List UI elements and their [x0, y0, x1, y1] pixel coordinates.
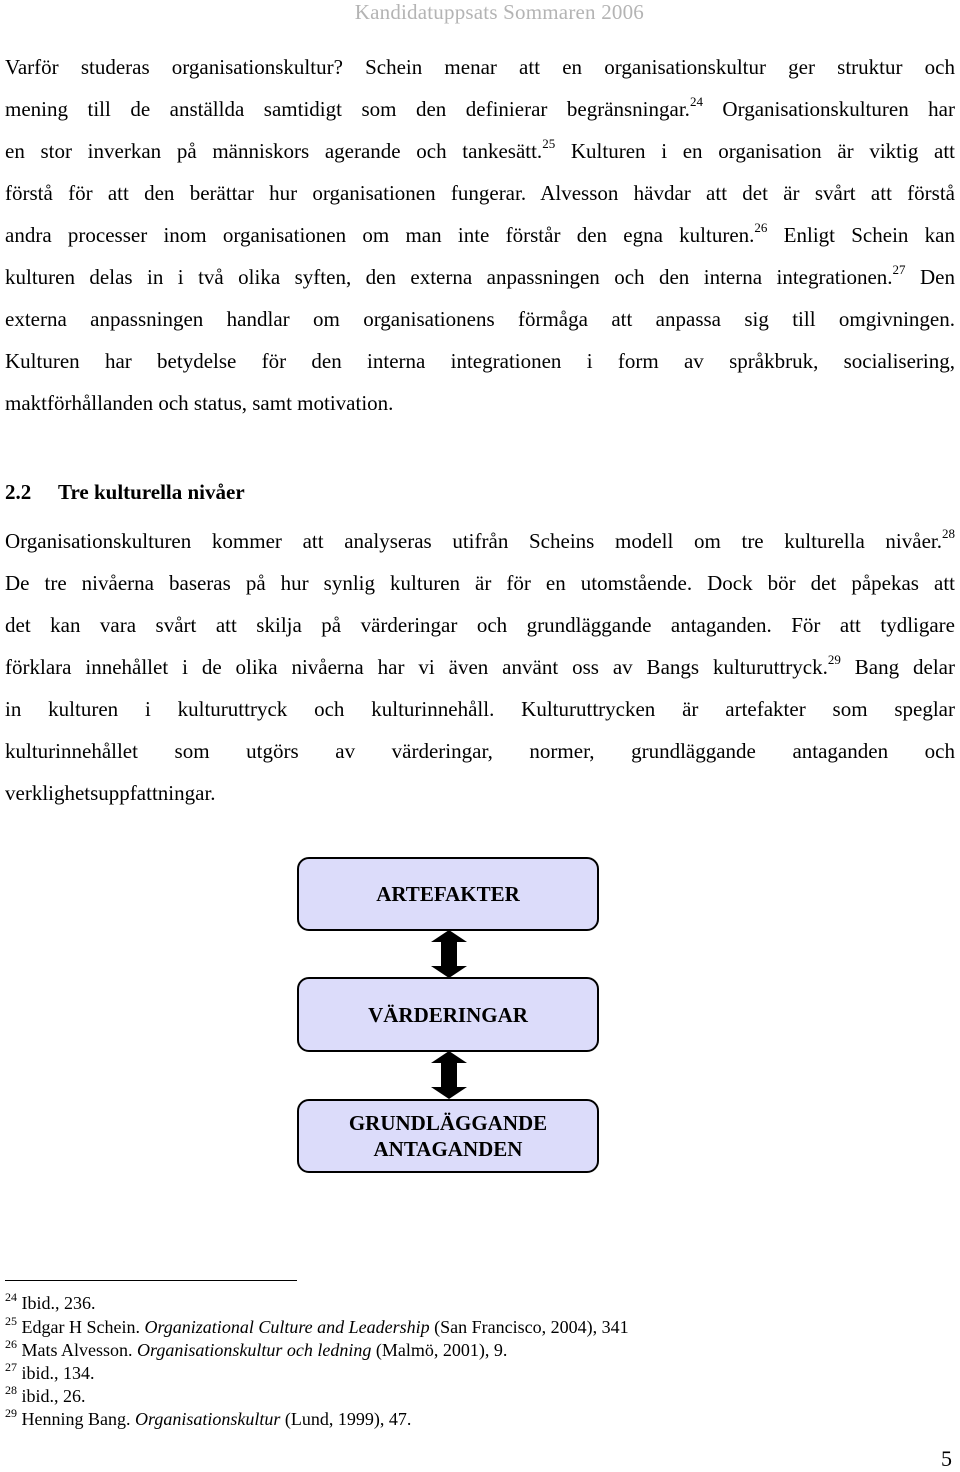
section-title: Tre kulturella nivåer [58, 480, 245, 504]
footnote-ref: 27 [892, 262, 906, 277]
text-line: förklara innehållet i de olika nivåerna har vi även använt oss av Bangs kulturuttryck.$^{29}$ Bang delar [5, 652, 955, 679]
text-line: det kan vara svårt att skilja på värderingar och grundläggande antaganden. För att tydligare [5, 613, 955, 637]
footnote-separator [5, 1280, 297, 1281]
text-line: maktförhållanden och status, samt motivation. [5, 391, 394, 415]
text-line: mening till de anställda samtidigt som den definierar begränsningar.$^{24}$ Organisationskulturen har [5, 94, 955, 121]
level-label: ARTEFAKTER [376, 882, 520, 906]
footnote: $^{27}$ ibid., 134. [5, 1360, 95, 1383]
footnote: $^{26}$ Mats Alvesson. Organisationskultur och ledning (Malmö, 2001), 9. [5, 1337, 508, 1360]
text-line: verklighetsuppfattningar. [5, 781, 216, 805]
level-box-basic-assumptions [297, 1099, 599, 1173]
paragraph-why-study-culture [5, 46, 955, 424]
footnote: $^{28}$ ibid., 26. [5, 1383, 86, 1406]
footnote: $^{24}$ Ibid., 236. [5, 1290, 96, 1313]
section-heading [5, 480, 245, 505]
running-header: Kandidatuppsats Sommaren 2006 [354, 0, 644, 24]
double-arrow-icon [429, 929, 469, 979]
footnote: $^{25}$ Edgar H Schein. Organizational Culture and Leadership (San Francisco, 2004), 341 [5, 1314, 629, 1337]
footnote-ref: 29 [827, 652, 841, 667]
double-arrow-icon [429, 1050, 469, 1100]
footnote-ref: 24 [689, 94, 703, 109]
text-line: De tre nivåerna baseras på hur synlig kulturen är för en utomstående. Dock bör det påpekas att [5, 571, 955, 595]
level-box-values [297, 977, 599, 1052]
text-line: Varför studeras organisationskultur? Schein menar att en organisationskultur ger struktur och [5, 55, 955, 79]
paragraph-three-levels [5, 520, 955, 814]
text-line: kulturinnehållet som utgörs av värderingar, normer, grundläggande antaganden och [5, 739, 955, 763]
footnote-ref: 26 [754, 220, 768, 235]
footnote-ref: 25 [542, 136, 556, 151]
section-number: 2.2 [5, 480, 32, 504]
text-line: kulturen delas in i två olika syften, den externa anpassningen och den interna integrationen.$^{27}$ Den [5, 262, 955, 289]
footnote: $^{29}$ Henning Bang. Organisationskultur (Lund, 1999), 47. [5, 1406, 412, 1429]
text-line: förstå för att den berättar hur organisationen fungerar. Alvesson hävdar att det är svårt att förstå [5, 181, 955, 205]
level-label: GRUNDLÄGGANDE [348, 1111, 548, 1135]
text-line: en stor inverkan på människors agerande och tankesätt.$^{25}$ Kulturen i en organisation är viktig att [5, 136, 955, 163]
level-label: VÄRDERINGAR [368, 1002, 528, 1027]
text-line: externa anpassningen handlar om organisationens förmåga att anpassa sig till omgivningen. [5, 307, 955, 331]
footnote-ref: 28 [942, 526, 955, 541]
text-line: andra processer inom organisationen om man inte förstår den egna kulturen.$^{26}$ Enligt Schein kan [5, 220, 955, 247]
text-line: Kulturen har betydelse för den interna integrationen i form av språkbruk, socialisering, [5, 349, 955, 373]
page-number: 5 [941, 1446, 952, 1471]
text-line: Organisationskulturen kommer att analyseras utifrån Scheins modell om tre kulturella nivåer.$^{28}$ [5, 526, 955, 553]
text-line: in kulturen i kulturuttryck och kulturinnehåll. Kulturuttrycken är artefakter som speglar [5, 697, 955, 721]
level-box-artefacts [297, 857, 599, 931]
level-label: ANTAGANDEN [373, 1137, 523, 1161]
